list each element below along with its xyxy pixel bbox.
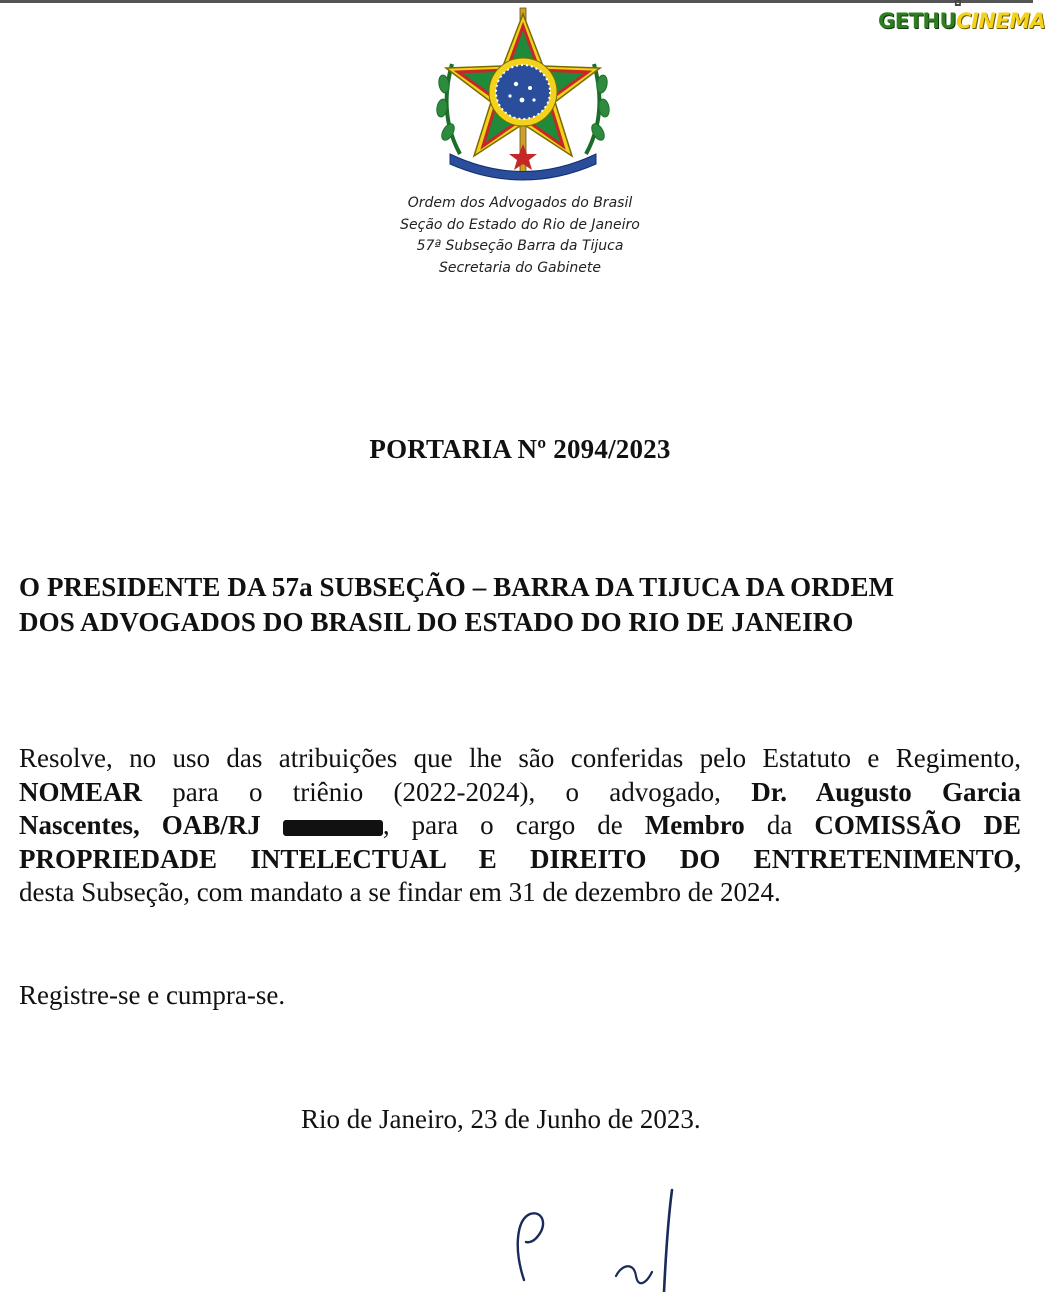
body-line-2: NOMEAR para o triênio (2022-2024), o advogado, Dr. Augusto Garcia — [19, 776, 1021, 807]
watermark-logo — [878, 0, 1045, 36]
coat-of-arms-seal — [430, 4, 616, 186]
redacted-oab-number — [283, 820, 383, 836]
document-heading — [19, 570, 1021, 640]
org-line-1: Ordem dos Advogados do Brasil — [407, 195, 633, 211]
org-line-2: Seção do Estado do Rio de Janeiro — [400, 216, 640, 233]
body-line-4 — [19, 843, 1021, 877]
handwritten-signature — [496, 1180, 726, 1292]
camera-icon: ◘ — [954, 0, 962, 9]
heading-line-2: DOS ADVOGADOS DO BRASIL DO ESTADO DO RIO DE JANEIRO — [19, 607, 854, 637]
lawyer-name: Dr. Augusto Garcia — [751, 776, 1021, 807]
body-line-1: Resolve, no uso das atribuições que lhe são conferidas pelo Estatuto e Regimento, — [19, 743, 1021, 773]
commission-name-start: COMISSÃO DE — [814, 810, 1022, 841]
nomear-keyword: NOMEAR — [19, 776, 142, 807]
body-line-5: desta Subseção, com mandato a se findar em 31 de dezembro de 2024. — [19, 877, 781, 908]
org-line-3: 57ª Subseção Barra da Tijuca — [416, 238, 624, 254]
body-line-3: Nascentes, OAB/RJ , para o cargo de Membro da COMISSÃO DE — [19, 810, 1022, 841]
org-line-4: Secretaria do Gabinete — [438, 259, 601, 276]
document-title: PORTARIA Nº 2094/2023 — [369, 434, 671, 464]
resolution-paragraph — [19, 742, 1021, 910]
role-title: Membro — [644, 810, 745, 841]
top-border — [0, 0, 1033, 3]
watermark-part1: GETHU — [878, 9, 957, 33]
heading-line-1: O PRESIDENTE DA 57a SUBSEÇÃO – BARRA DA TIJUCA DA ORDEM — [19, 572, 895, 602]
lawyer-oab: Nascentes, OAB/RJ — [19, 810, 261, 841]
closing-statement: Registre-se e cumpra-se. — [19, 980, 286, 1010]
organization-header — [370, 193, 670, 279]
watermark-part2: CINEMA — [956, 9, 1045, 33]
commission-name-end: PROPRIEDADE INTELECTUAL E DIREITO DO ENTRETENIMENTO, — [19, 843, 1021, 874]
place-date-line: Rio de Janeiro, 23 de Junho de 2023. — [301, 1104, 701, 1134]
